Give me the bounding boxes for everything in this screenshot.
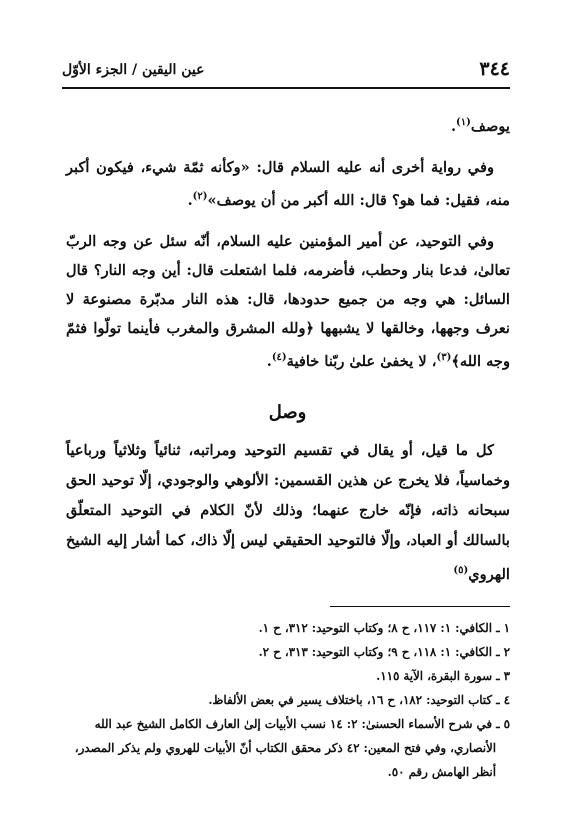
footnote: ٢ ـ الكافي: ١: ١١٨، ح ٩؛ وكتاب التوحيد: ٣١٣، ح ٢.	[258, 645, 510, 659]
footnote-continuation: أنظر الهامش رقم ٥٠.	[387, 765, 496, 779]
footnote-ref: (٣)	[436, 352, 452, 363]
paragraph-text: وفي رواية أخرى أنه عليه السلام قال: «وكأنه ثمّة شيء، فيكون أكبر منه، فقيل: فما هو؟ قال: الله أكبر من أن يوصف»	[66, 159, 510, 209]
footnote-ref: (١)	[456, 117, 471, 128]
footnote: ١ ـ الكافي: ١: ١١٧، ح ٨؛ وكتاب التوحيد: ٣١٢، ح ١.	[258, 621, 510, 635]
paragraph-end: .	[450, 118, 457, 135]
footnote-ref: (٤)	[271, 352, 287, 363]
footnotes	[62, 616, 510, 784]
paragraph	[66, 436, 510, 590]
paragraph	[66, 227, 510, 376]
footnote: ٤ ـ كتاب التوحيد: ١٨٢، ح ١٦، باختلاف يسير في بعض الألفاظ.	[208, 693, 510, 707]
page-header	[62, 50, 510, 84]
footnote-separator	[330, 606, 510, 607]
main-text-block	[66, 436, 510, 590]
paragraph-text: كل ما قيل، أو يقال في تقسيم التوحيد ومراتبه، ثنائياً وثلاثياً ورباعياً وخماسياً، فلا يخرج عن هذين القسمين: الألوهي والوجودي، إلّا توحيد الحق سبحانه ذاته، فإنّه خارج عنهما؛ وذلك لأنّ الكلام في التوحيد المتعلّق بالسالك أو العباد، وإلّا فالتوحيد الحقيقي ليس إلّا ذاك، كما أشار إليه الشيخ الهروي	[66, 442, 510, 583]
header-rule	[62, 87, 510, 89]
main-text-block	[66, 108, 510, 376]
paragraph	[66, 153, 510, 215]
footnote-ref: (٢)	[192, 191, 208, 202]
paragraph-text: وفي التوحيد، عن أمير المؤمنين عليه السلام، أنّه سئل عن وجه الربّ تعالىٰ، فدعا بنار وحطب، فأضرمه، فلما اشتعلت قال: أين وجه النار؟ قال السائل: هي وجه من جميع حدودها، قال: هذه النار مدبّرة مصنوعة لا نعرف وجهها، وخالقها لا يشبهها ﴿ولله المشرق والمغرب فأينما تولّوا فثمّ وجه الله﴾	[66, 233, 510, 370]
paragraph-end: .	[266, 353, 272, 370]
footnote-ref: (٥)	[453, 565, 469, 576]
paragraph-text: يوصف	[470, 118, 510, 135]
paragraph-end: .	[187, 192, 193, 209]
footnote: ٥ ـ في شرح الأسماء الحسنىٰ: ٢: ١٤ نسب الأبيات إلىٰ العارف الكامل الشيخ عبد الله	[94, 717, 510, 731]
page-number: ٣٤٤	[479, 58, 510, 80]
running-title: عين اليقين / الجزء الأوّل	[62, 62, 205, 78]
footnote: ٣ ـ سورة البقرة، الآية ١١٥.	[376, 669, 510, 683]
paragraph	[66, 108, 510, 141]
footnote-continuation: الأنصاري، وفي فتح المعين: ٤٢ ذكر محقق الكتاب أنّ الأبيات للهروي ولم يذكر المصدر،	[74, 741, 496, 755]
section-heading: وصل	[268, 402, 307, 423]
paragraph-text: ، لا يخفىٰ علىٰ ربّنا خافية	[286, 353, 437, 370]
